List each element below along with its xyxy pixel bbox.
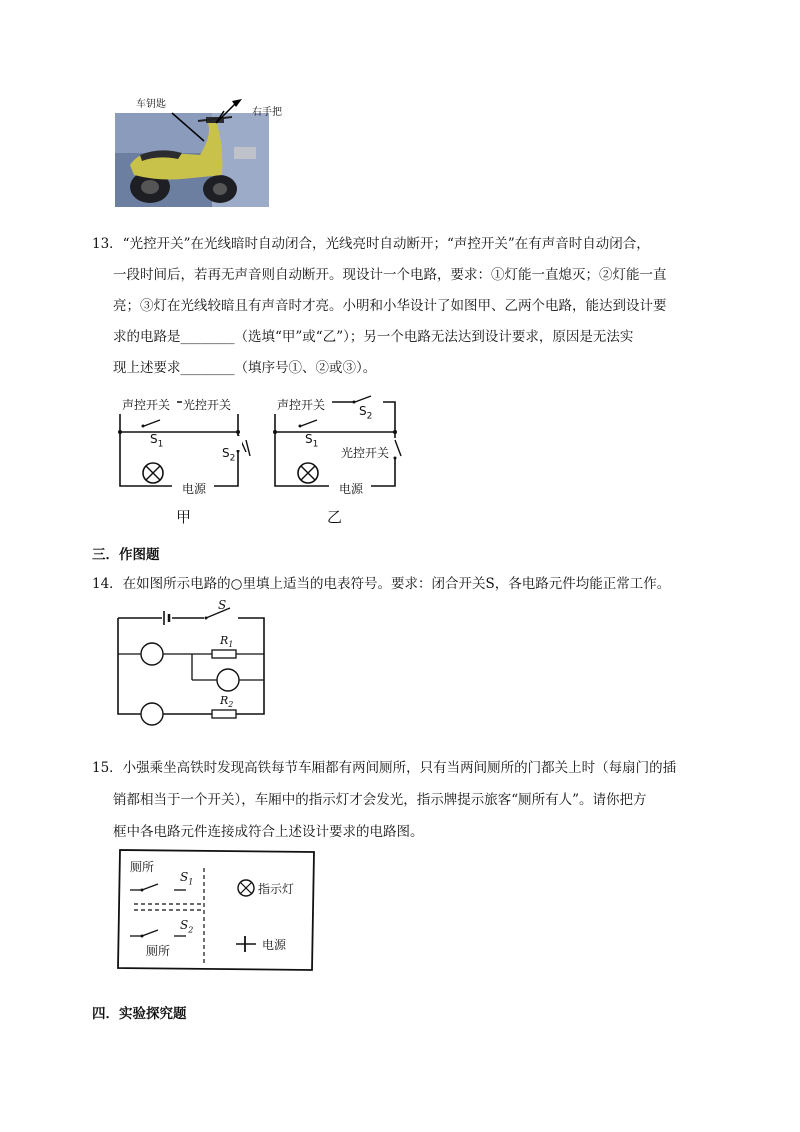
jia-sound-switch-label: 声控开关 [122,398,171,412]
yi-power-label: 电源 [339,482,364,496]
q14-circuit [112,598,272,726]
section-4-heading: 四．实验探究题 [92,1006,187,1022]
section-3-heading: 三．作图题 [92,547,160,563]
circuit-jia [110,388,255,528]
q13-line-4: 求的电路是________（选填“甲”或“乙”）；另一个电路无法达到设计要求，原因是无法实 [113,329,634,345]
key-label: 车钥匙 [136,99,166,110]
handle-label: 右手把 [252,107,282,118]
jia-s1-label: $S_1$ [150,432,164,450]
q15-power-label: 电源 [262,938,287,952]
q13-line-5: 现上述要求________（填序号①、②或③）。 [113,360,377,376]
q13-line-1: 13．“光控开关”在光线暗时自动闭合，光线亮时自动断开；“声控开关”在有声音时自动闭合， [92,236,650,252]
q14-r1-label: $R_1$ [220,634,234,650]
q14-switch-label: S [218,598,227,612]
yi-s2-label: $S_2$ [359,404,373,422]
jia-caption: 甲 [176,508,192,526]
q15-toilet-bottom-label: 厕所 [146,944,171,958]
jia-light-switch-label: 光控开关 [183,398,232,412]
yi-light-switch-label: 光控开关 [341,446,390,460]
q15-line-3: 框中各电路元件连接成符合上述设计要求的电路图。 [113,824,424,840]
scooter-photo [112,95,282,210]
q15-line-1: 15．小强乘坐高铁时发现高铁每节车厢都有两间厕所，只有当两间厕所的门都关上时（每扇门的插 [92,760,677,776]
q13-line-3: 亮；③灯在光线较暗且有声音时才亮。小明和小华设计了如图甲、乙两个电路，能达到设计要 [113,298,667,314]
q15-line-2: 销都相当于一个开关），车厢中的指示灯才会发光，指示牌提示旅客“厕所有人”。请你把方 [113,792,647,808]
q15-component-box [114,846,319,974]
q15-toilet-top-label: 厕所 [130,860,155,874]
q13-line-2: 一段时间后，若再无声音则自动断开。现设计一个电路，要求：①灯能一直熄灭；②灯能一直 [113,267,667,283]
yi-s1-label: $S_1$ [305,432,319,450]
q15-s2-label: $S_2$ [180,918,194,935]
q15-s1-label: $S_1$ [180,870,194,887]
jia-s2-label: $S_2$ [222,446,236,464]
circuit-yi [265,388,410,528]
jia-power-label: 电源 [182,482,207,496]
q14-r2-label: $R_2$ [220,694,234,710]
yi-sound-switch-label: 声控开关 [277,398,326,412]
q15-indicator-label: 指示灯 [258,882,295,896]
q14-text: 14．在如图所示电路的○里填上适当的电表符号。要求：闭合开关S，各电路元件均能正常工作。 [92,576,671,592]
yi-caption: 乙 [327,508,343,526]
